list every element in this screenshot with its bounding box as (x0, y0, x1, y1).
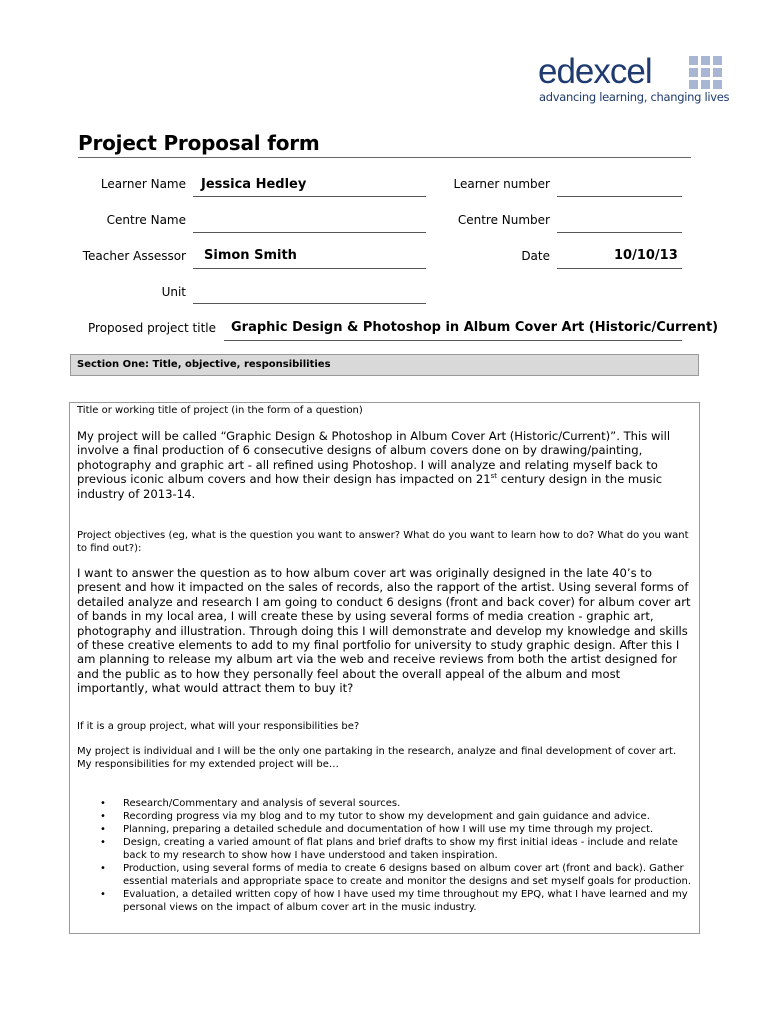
bullet-icon: • (100, 798, 106, 809)
bullet-icon: • (100, 811, 106, 822)
list-item (100, 888, 695, 914)
title-answer[interactable] (77, 429, 693, 501)
learner-name-value: Jessica Hedley (201, 177, 307, 192)
centre-name-field[interactable] (193, 232, 426, 233)
objectives-prompt: Project objectives (eg, what is the question you want to answer? What do you want to learn how to do? What do you want to find out?): (77, 530, 689, 554)
logo-tagline: advancing learning, changing lives (539, 90, 730, 104)
title-answer-superscript: st (490, 472, 498, 481)
learner-name-label: Learner Name (100, 177, 186, 191)
list-item-text: Research/Commentary and analysis of several sources. (123, 798, 401, 809)
list-item (100, 797, 695, 810)
proposed-title-label: Proposed project title (88, 321, 216, 335)
page-title: Project Proposal form (78, 131, 320, 155)
list-item-text: Production, using several forms of media to create 6 designs based on album cover art (front and back). Gather essential materials and appropriate space to create and monitor the designs and set myself goals for production. (123, 863, 692, 887)
centre-name-label: Centre Name (106, 213, 186, 227)
bullet-icon: • (100, 863, 106, 874)
bullet-icon: • (100, 824, 106, 835)
group-answer[interactable]: My project is individual and I will be the only one partaking in the research, analyze and final development of cover art. My responsibilities for my extended project will be… (77, 746, 677, 770)
teacher-assessor-label: Teacher Assessor (82, 249, 186, 263)
proposed-title-value: Graphic Design & Photoshop in Album Cover Art (Historic/Current) (231, 320, 719, 335)
learner-number-label: Learner number (453, 177, 550, 191)
proposed-title-field[interactable] (224, 340, 682, 341)
centre-number-field[interactable] (557, 232, 682, 233)
date-label: Date (521, 249, 550, 263)
logo-wordmark: edexcel (538, 52, 652, 91)
teacher-assessor-field[interactable] (193, 268, 426, 269)
teacher-assessor-value: Simon Smith (204, 248, 297, 263)
bullet-icon: • (100, 837, 106, 848)
section-one-header: Section One: Title, objective, responsibilities (70, 354, 699, 376)
list-item-text: Design, creating a varied amount of flat plans and brief drafts to show my first initial ideas - include and relate back to my research to show how I have understood and taken inspiration. (123, 837, 678, 861)
objectives-answer[interactable]: I want to answer the question as to how album cover art was originally designed in the late 40’s to present and how it impacted on the sales of records, also the rapport of the artist. Using several forms of detailed analyze and research I am going to conduct 6 designs (front and back cover) for album cover art of bands in my local area, I will create these by using several forms of media creation - graphic art, photography and illustration. Through doing this I will demonstrate and develop my knowledge and skills of these creative elements to add to my final portfolio for university to study graphic design. After this I am planning to release my album art via the web and receive reviews from both the artist designed for and the public as to how they personally feel about the overall appeal of the album and most importantly, what would attract them to buy it? (77, 566, 691, 696)
logo-grid-icon (689, 56, 723, 90)
centre-number-label: Centre Number (457, 213, 550, 227)
list-item (100, 862, 695, 888)
list-item-text: Planning, preparing a detailed schedule and documentation of how I will use my time through my project. (123, 824, 654, 835)
list-item-text: Recording progress via my blog and to my tutor to show my development and gain guidance and advice. (123, 811, 650, 822)
responsibilities-list (100, 797, 695, 914)
list-item-text: Evaluation, a detailed written copy of how I have used my time throughout my EPQ, what I have learned and my personal views on the impact of album cover art in the music industry. (123, 889, 688, 913)
date-field[interactable] (557, 268, 682, 269)
unit-label: Unit (161, 285, 186, 299)
learner-name-field[interactable] (193, 196, 426, 197)
date-value: 10/10/13 (614, 248, 678, 263)
edexcel-logo (538, 54, 728, 106)
title-prompt: Title or working title of project (in the form of a question) (77, 405, 363, 416)
title-answer-text-end: century design in the music industry of 2013-14. (77, 472, 663, 501)
title-answer-text: My project will be called “Graphic Design & Photoshop in Album Cover Art (Historic/Current)”. This will involve a final production of 6 consecutive designs of album covers done on by drawing/painting, photography and graphic art - all refined using Photoshop. I will analyze and relating myself back to previous iconic album covers and how their design has impacted on 21 (77, 429, 671, 487)
list-item (100, 823, 695, 836)
list-item (100, 810, 695, 823)
unit-field[interactable] (193, 303, 426, 304)
list-item (100, 836, 695, 862)
title-divider (78, 157, 691, 158)
bullet-icon: • (100, 889, 106, 900)
group-prompt: If it is a group project, what will your responsibilities be? (77, 721, 360, 732)
learner-number-field[interactable] (557, 196, 682, 197)
